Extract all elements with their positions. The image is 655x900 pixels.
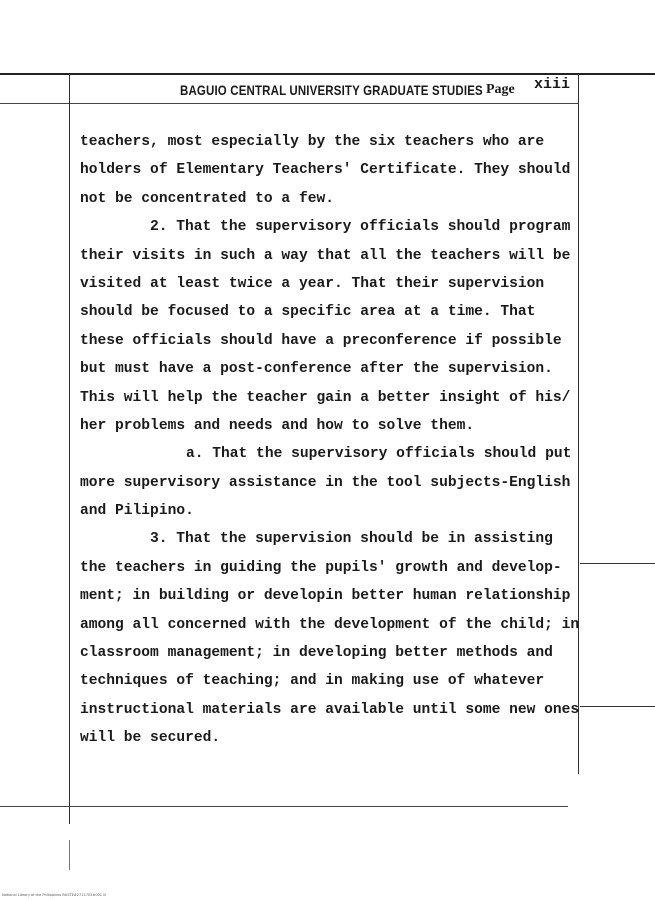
- text-line: should be focused to a specific area at a time. That: [80, 304, 536, 321]
- page-label: Page: [486, 82, 515, 97]
- left-margin-rule-lower: [69, 840, 70, 870]
- text-line: classroom management; in developing better methods and: [80, 645, 553, 662]
- text-line-item-2: 2. That the supervisory officials should program: [150, 219, 571, 236]
- text-line: her problems and needs and how to solve them.: [80, 417, 475, 434]
- text-line: teachers, most especially by the six teachers who are: [80, 134, 545, 150]
- page-number: xiii: [534, 76, 571, 93]
- text-line: techniques of teaching; and in making use of whatever: [80, 673, 545, 690]
- header-bottom-rule: [0, 103, 578, 104]
- text-line-item-a: a. That the supervisory officials should put: [186, 446, 572, 463]
- text-line: these officials should have a preconference if possible: [80, 332, 562, 349]
- text-line: This will help the teacher gain a better insight of his/: [80, 389, 571, 406]
- scan-footer-note: National Library of the Philippines BUSTE#2711703#001 iii: [2, 893, 107, 897]
- text-line: visited at least twice a year. That their supervision: [80, 275, 545, 292]
- page-header: [180, 76, 575, 100]
- text-line: among all concerned with the development of the child; in: [80, 616, 580, 633]
- text-line-item-3: 3. That the supervision should be in assisting: [150, 531, 553, 548]
- text-line: the teachers in guiding the pupils' growth and develop-: [80, 559, 562, 576]
- right-margin-mark-upper: [580, 563, 655, 564]
- text-line: will be secured.: [80, 730, 221, 747]
- text-line: ment; in building or developin better human relationship: [80, 588, 571, 605]
- header-title: BAGUIO CENTRAL UNIVERSITY GRADUATE STUDIES: [180, 82, 483, 98]
- header-top-rule: [0, 73, 655, 75]
- text-line: and Pilipino.: [80, 503, 194, 520]
- right-margin-mark-lower: [580, 706, 655, 707]
- document-body: [80, 128, 580, 753]
- bottom-rule: [0, 806, 568, 807]
- text-line: instructional materials are available until some new ones: [80, 701, 580, 718]
- left-margin-rule: [69, 74, 70, 824]
- text-line: but must have a post-conference after the supervision.: [80, 361, 553, 378]
- text-line: not be concentrated to a few.: [80, 190, 334, 207]
- text-line: holders of Elementary Teachers' Certificate. They should: [80, 162, 571, 179]
- text-line: their visits in such a way that all the teachers will be: [80, 247, 571, 264]
- text-line: more supervisory assistance in the tool subjects-English: [80, 474, 571, 491]
